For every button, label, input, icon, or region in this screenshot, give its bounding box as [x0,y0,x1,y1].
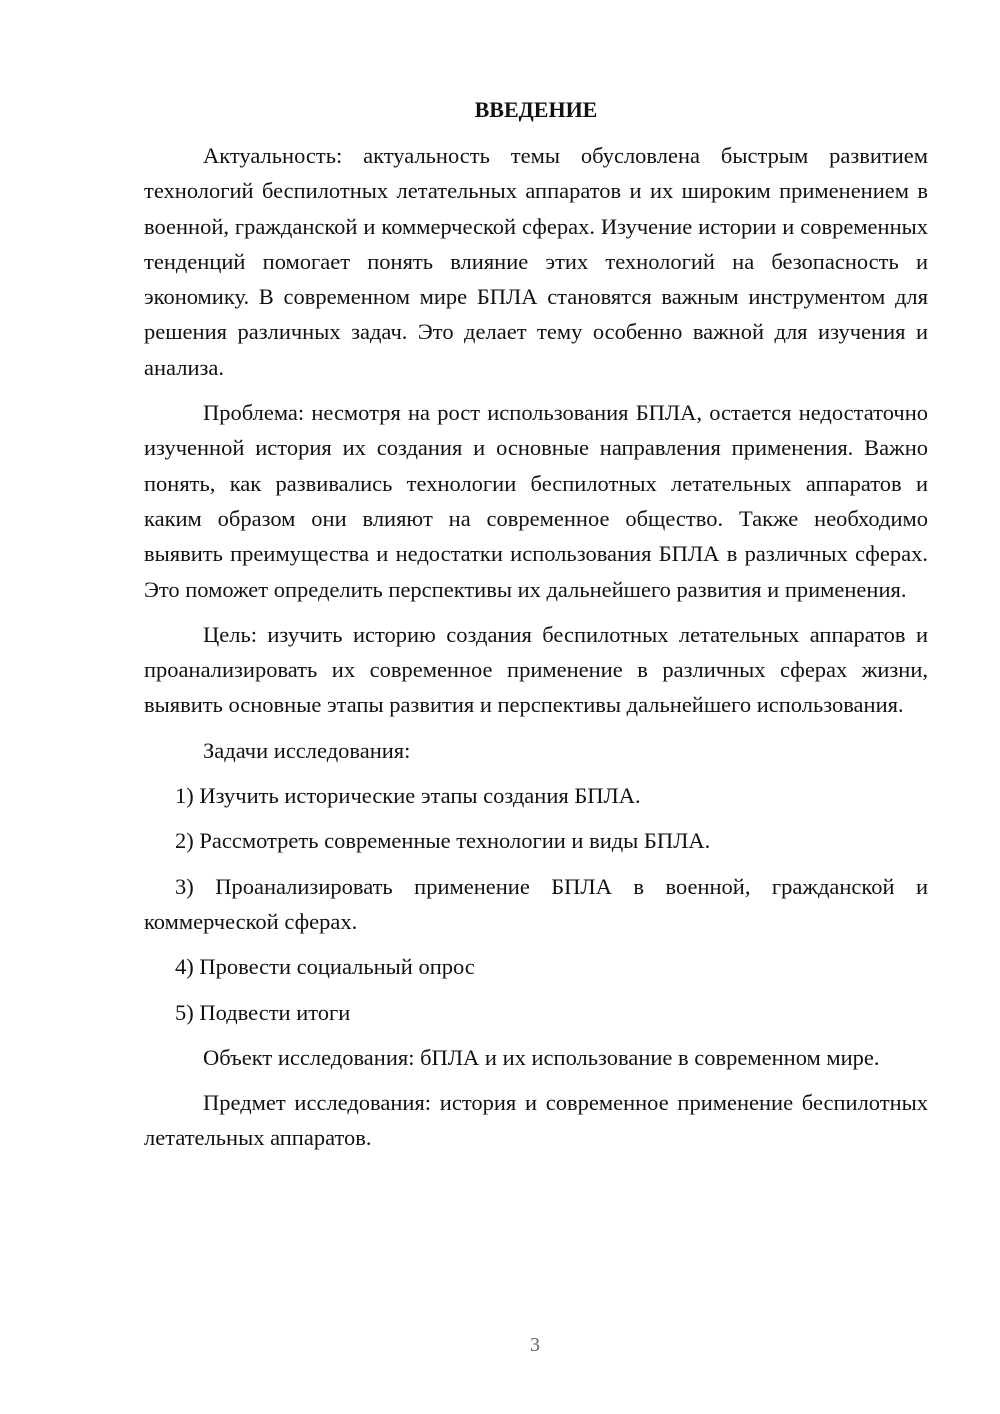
page-number: 3 [530,1334,540,1356]
research-subject-paragraph: Предмет исследования: история и современное применение беспилотных летательных аппаратов. [144,1090,928,1151]
task-item: 1) Изучить исторические этапы создания БПЛА. [175,783,641,809]
document-page [144,96,928,1166]
task-item: 3) Проанализировать применение БПЛА в военной, гражданской и коммерческой сферах. [144,873,928,934]
research-object-paragraph: Объект исследования: бПЛА и их использование в современном мире. [203,1044,880,1070]
relevance-paragraph: Актуальность: актуальность темы обусловлена быстрым развитием технологий беспилотных летательных аппаратов и их широким применением в военной, гражданской и коммерческой сферах. Изучение истории и современных тенденций помогает понять влияние этих технологий на безопасность и экономику. В современном мире БПЛА становятся важным инструментом для решения различных задач. Это делает тему особенно важной для изучения и анализа. [144,143,928,380]
section-title: ВВЕДЕНИЕ [474,97,598,122]
task-item: 5) Подвести итоги [175,999,351,1025]
problem-paragraph: Проблема: несмотря на рост использования БПЛА, остается недостаточно изученной история их создания и основные направления применения. Важно понять, как развивались технологии беспилотных летательных аппаратов и каким образом они влияют на современное общество. Также необходимо выявить преимущества и недостатки использования БПЛА в различных сферах. Это поможет определить перспективы их дальнейшего развития и применения. [144,400,928,602]
task-item: 2) Рассмотреть современные технологии и виды БПЛА. [175,828,711,854]
task-item: 4) Провести социальный опрос [175,954,475,980]
tasks-heading: Задачи исследования: [203,737,411,763]
goal-paragraph: Цель: изучить историю создания беспилотных летательных аппаратов и проанализировать их современное применение в различных сферах жизни, выявить основные этапы развития и перспективы дальнейшего использования. [144,621,928,718]
